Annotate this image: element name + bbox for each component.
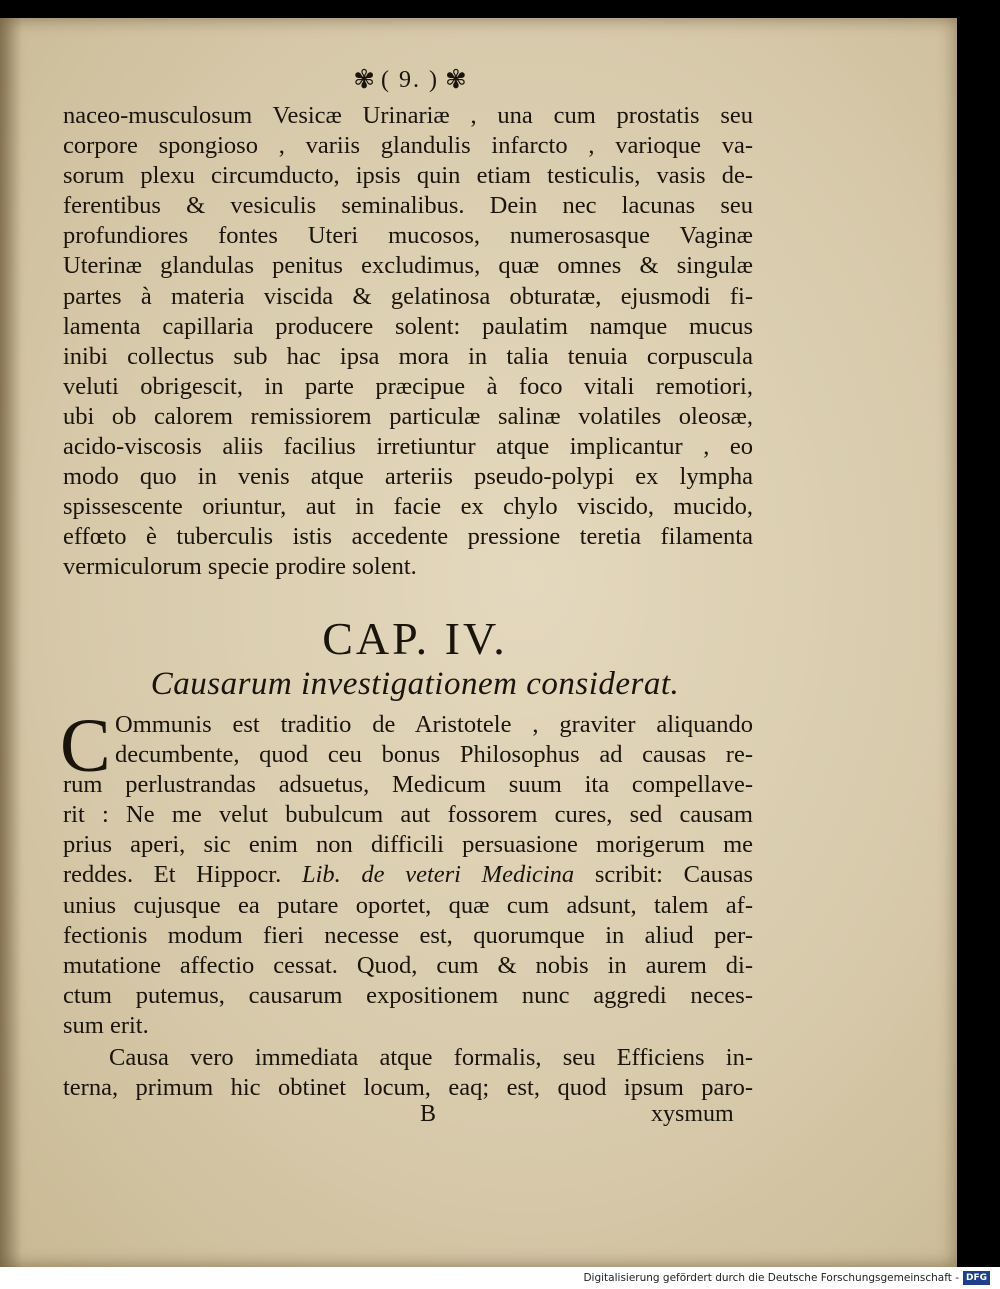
- text-line: rit : Ne me velut bubulcum aut fossorem cures, sed causam: [63, 801, 753, 829]
- drop-cap: C: [60, 704, 111, 788]
- text-line: inibi collectus sub hac ipsa mora in talia tenuia corpuscula: [63, 342, 753, 370]
- catchword: xysmum: [651, 1101, 734, 1127]
- chapter-heading: CAP. IV.: [322, 613, 508, 664]
- text-line-with-citation: [63, 860, 753, 890]
- text-line: profundiores fontes Uteri mucosos, numerosasque Vaginæ: [63, 222, 753, 250]
- text-line: lamenta capillaria producere solent: paulatim namque mucus: [63, 312, 753, 340]
- text-line: Causa vero immediata atque formalis, seu Efficiens in-: [109, 1044, 753, 1071]
- text-line: veluti obrigescit, in parte præcipue à foco vitali remotiori,: [63, 372, 753, 400]
- running-head: [325, 62, 495, 98]
- text-line: vermiculorum specie prodire solent.: [63, 553, 417, 581]
- text-line: unius cujusque ea putare oportet, quæ cum adsunt, talem af-: [63, 891, 753, 919]
- footer-credit: Digitalisierung gefördert durch die Deutsche Forschungsgemeinschaft -: [583, 1272, 959, 1284]
- text-line: naceo-musculosum Vesicæ Urinariæ , una cum prostatis seu: [63, 102, 753, 129]
- text-line: rum perlustrandas adsuetus, Medicum suum ita compellave-: [63, 771, 753, 799]
- paragraph-continued: [63, 101, 753, 583]
- text-line: decumbente, quod ceu bonus Philosophus ad causas re-: [115, 741, 753, 769]
- text-line: effœto è tuberculis istis accedente pressione teretia filamenta: [63, 523, 753, 551]
- citation: Lib. de veteri Medicina: [301, 861, 575, 889]
- text-line: spissescente oriuntur, aut in facie ex chylo viscido, mucido,: [63, 493, 753, 521]
- paragraph-aristotle: [63, 710, 753, 1041]
- text-line: mutatione affectio cessat. Quod, cum & nobis in aurem di-: [63, 951, 753, 979]
- book-page: [0, 18, 957, 1267]
- signature-mark: B: [420, 1101, 437, 1127]
- text-segment: scribit: Causas: [594, 861, 754, 889]
- text-line: sorum plexu circumducto, ipsis quin etiam testiculis, vasis de-: [63, 162, 753, 190]
- text-segment: reddes. Et Hippocr.: [63, 861, 282, 889]
- text-line: acido-viscosis aliis facilius irretiuntur atque implicantur , eo: [63, 433, 753, 461]
- text-line: prius aperi, sic enim non difficili persuasione morigerum me: [63, 831, 753, 859]
- paragraph-causa: [63, 1043, 753, 1103]
- text-line: terna, primum hic obtinet locum, eaq; est, quod ipsum paro-: [63, 1074, 753, 1102]
- text-line: partes à materia viscida & gelatinosa obturatæ, ejusmodi fi-: [63, 282, 753, 310]
- text-line: Ommunis est traditio de Aristotele , graviter aliquando: [115, 711, 753, 738]
- text-line: sum erit.: [63, 1011, 149, 1039]
- dfg-logo: DFG: [963, 1271, 990, 1285]
- fleuron-left-icon: ✾: [353, 65, 375, 94]
- fleuron-right-icon: ✾: [444, 65, 467, 94]
- text-line: Uterinæ glandulas penitus excludimus, quæ omnes & singulæ: [63, 252, 753, 280]
- page-number: ( 9. ): [381, 66, 439, 93]
- text-line: fectionis modum fieri necesse est, quorumque in aliud per-: [63, 921, 753, 949]
- text-line: ferentibus & vesiculis seminalibus. Dein nec lacunas seu: [63, 192, 753, 220]
- text-line: modo quo in venis atque arteriis pseudo-polypi ex lympha: [63, 463, 753, 491]
- digitization-footer: [0, 1267, 1000, 1289]
- chapter-subtitle: Causarum investigationem considerat.: [150, 666, 680, 702]
- text-line: ubi ob calorem remissiorem particulæ salinæ volatiles oleosæ,: [63, 402, 753, 430]
- text-line: corpore spongioso , variis glandulis infarcto , varioque va-: [63, 132, 753, 160]
- text-line: ctum putemus, causarum expositionem nunc aggredi neces-: [63, 981, 753, 1009]
